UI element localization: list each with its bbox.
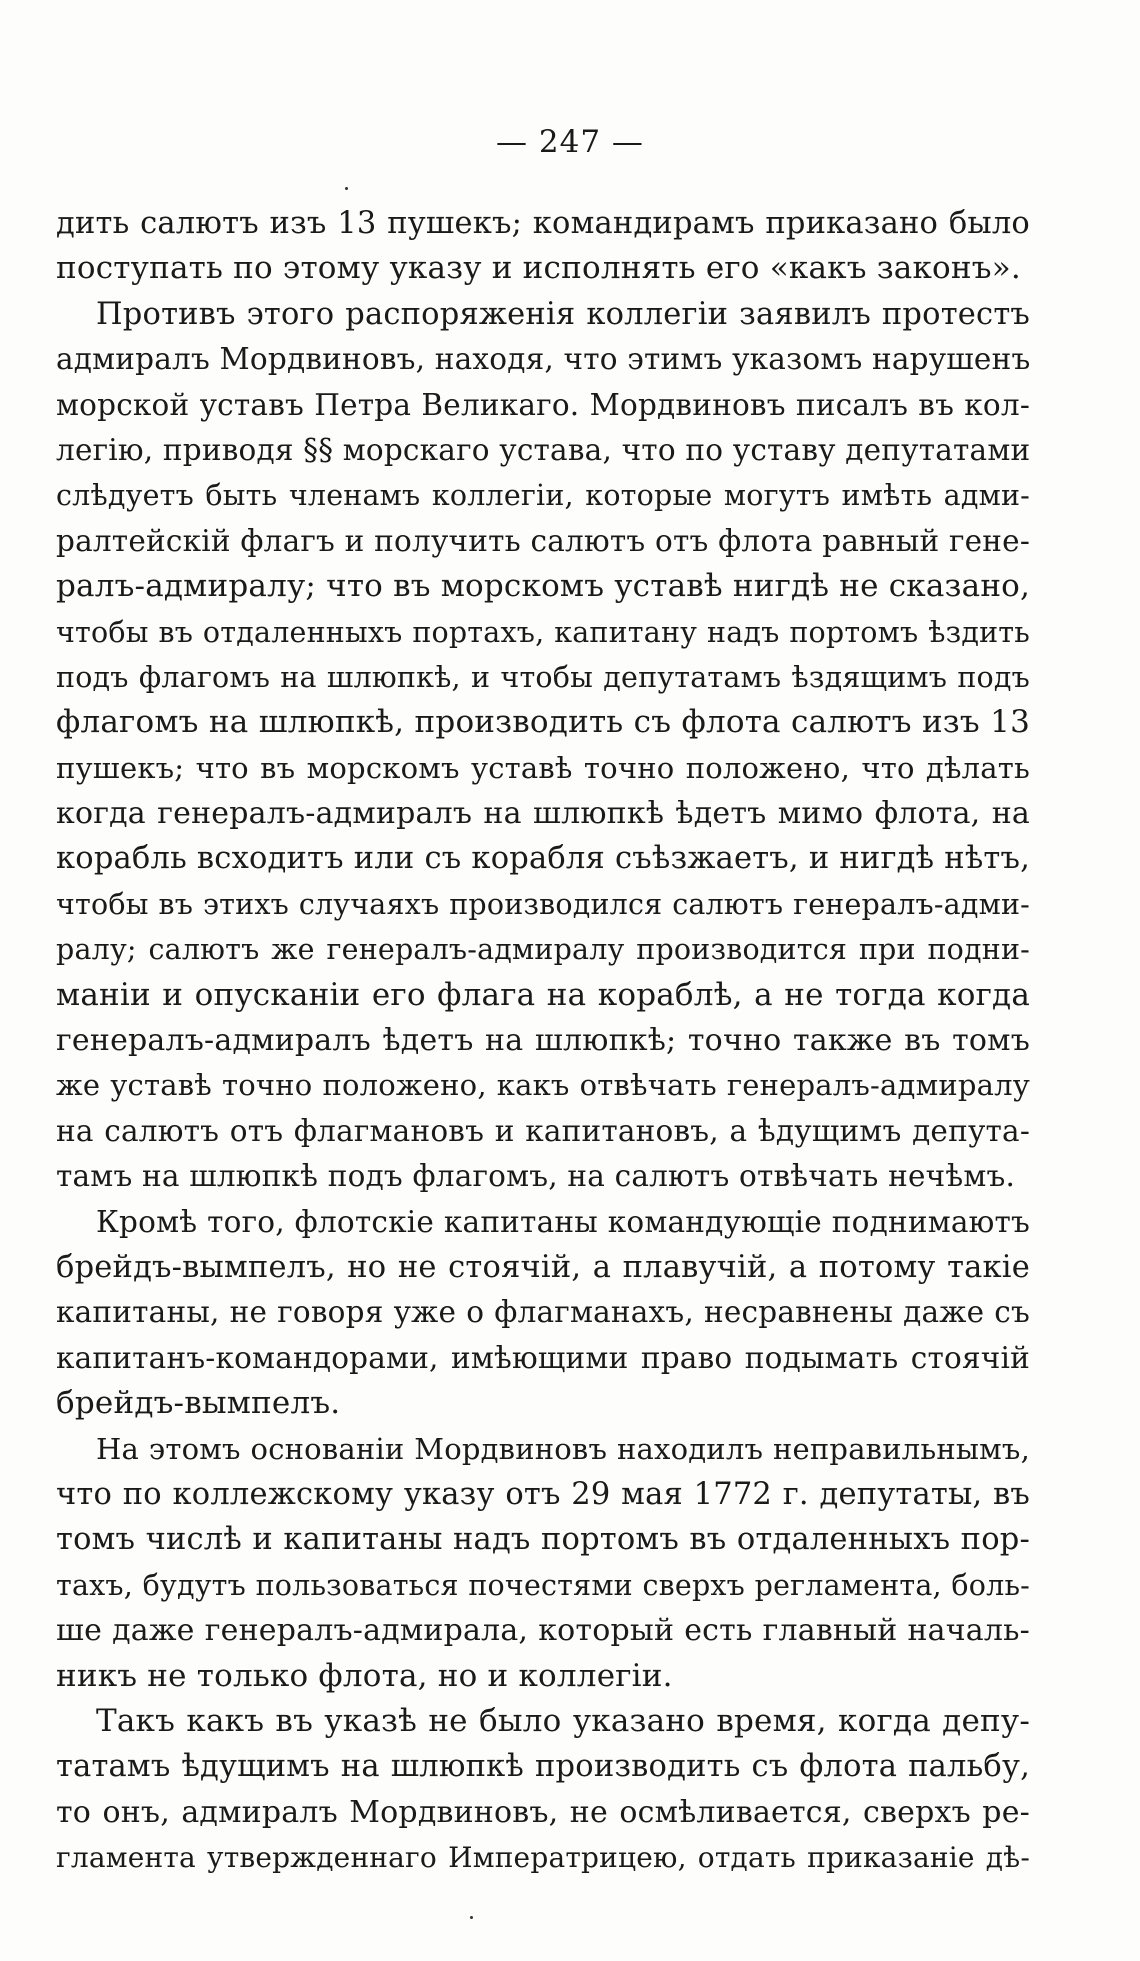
text-line: пушекъ; что въ морскомъ уставѣ точно положено, что дѣлать xyxy=(56,750,1030,785)
text-line: капитаны, не говоря уже о флагманахъ, несравнены даже съ xyxy=(56,1295,1030,1330)
text-line: На этомъ основаніи Мордвиновъ находилъ неправильнымъ, xyxy=(96,1431,1030,1466)
text-line: тахъ, будутъ пользоваться почестями сверхъ регламента, боль- xyxy=(56,1568,1030,1602)
text-line: ше даже генералъ-адмирала, который есть главный началь- xyxy=(56,1613,1030,1649)
text-line: тамъ на шлюпкѣ подъ флагомъ, на салютъ отвѣчать нечѣмъ. xyxy=(56,1159,1016,1194)
text-line: брейдъ-вымпелъ, но не стоячій, а плавучій, а потому такіе xyxy=(56,1249,1030,1285)
text-line: ралтейскій флагъ и получить салютъ отъ флота равный гене- xyxy=(56,523,1030,558)
text-line: маніи и опусканіи его флага на кораблѣ, а не тогда когда xyxy=(56,976,1030,1013)
text-line: брейдъ-вымпелъ. xyxy=(56,1385,341,1422)
text-line: Противъ этого распоряженія коллегіи заявилъ протестъ xyxy=(96,296,1030,332)
text-line: же уставѣ точно положено, какъ отвѣчать генералъ-адмиралу xyxy=(56,1068,1030,1103)
text-line: дить салютъ изъ 13 пушекъ; командирамъ приказано было xyxy=(56,206,1030,241)
text-line: ралу; салютъ же генералъ-адмиралу производится при подни- xyxy=(56,933,1030,967)
text-line: Кромѣ того, флотскіе капитаны командующіе поднимаютъ xyxy=(96,1204,1030,1239)
text-line: никъ не только флота, но и коллегіи. xyxy=(56,1657,673,1694)
print-speck xyxy=(345,187,348,190)
text-line: легію, приводя §§ морскаго устава, что по уставу депутатами xyxy=(56,432,1031,467)
text-line: адмиралъ Мордвиновъ, находя, что этимъ указомъ нарушенъ xyxy=(56,342,1031,377)
text-line: татамъ ѣдущимъ на шлюпкѣ производить съ флота пальбу, xyxy=(56,1749,1030,1785)
text-line: флагомъ на шлюпкѣ, производить съ флота салютъ изъ 13 xyxy=(56,704,1030,741)
text-line: чтобы въ отдаленныхъ портахъ, капитану надъ портомъ ѣздить xyxy=(56,615,1030,649)
text-line: когда генералъ-адмиралъ на шлюпкѣ ѣдетъ мимо флота, на xyxy=(56,796,1030,832)
text-line: поступать по этому указу и исполнять его «какъ законъ». xyxy=(56,250,1021,287)
body-text xyxy=(56,201,1030,1880)
text-line: на салютъ отъ флагмановъ и капитановъ, а ѣдущимъ депута- xyxy=(56,1113,1030,1148)
text-line: гламента утвержденнаго Императрицею, отдать приказаніе дѣ- xyxy=(56,1841,1030,1875)
text-line: Такъ какъ въ указѣ не было указано время, когда депу- xyxy=(96,1702,1030,1739)
text-line: ралъ-адмиралу; что въ морскомъ уставѣ нигдѣ не сказано, xyxy=(56,568,1031,605)
text-line: чтобы въ этихъ случаяхъ производился салютъ генералъ-адми- xyxy=(56,887,1030,921)
text-line: слѣдуетъ быть членамъ коллегіи, которые могутъ имѣть адми- xyxy=(56,479,1030,513)
text-line: генералъ-адмиралъ ѣдетъ на шлюпкѣ; точно также въ томъ xyxy=(56,1023,1030,1059)
page-number: — 247 — xyxy=(496,124,644,160)
text-line: томъ числѣ и капитаны надъ портомъ въ отдаленныхъ пор- xyxy=(56,1522,1030,1558)
text-line: подъ флагомъ на шлюпкѣ, и чтобы депутатамъ ѣздящимъ подъ xyxy=(56,660,1030,694)
text-line: корабль всходитъ или съ корабля съѣзжаетъ, и нигдѣ нѣтъ, xyxy=(56,841,1030,877)
print-speck xyxy=(470,1916,473,1919)
text-line: что по коллежскому указу отъ 29 мая 1772 г. депутаты, въ xyxy=(56,1476,1030,1512)
text-line: капитанъ-командорами, имѣющими право подымать стоячій xyxy=(56,1340,1030,1375)
text-line: морской уставъ Петра Великаго. Мордвиновъ писалъ въ кол- xyxy=(56,387,1030,422)
text-line: то онъ, адмиралъ Мордвиновъ, не осмѣливается, сверхъ ре- xyxy=(56,1794,1030,1830)
